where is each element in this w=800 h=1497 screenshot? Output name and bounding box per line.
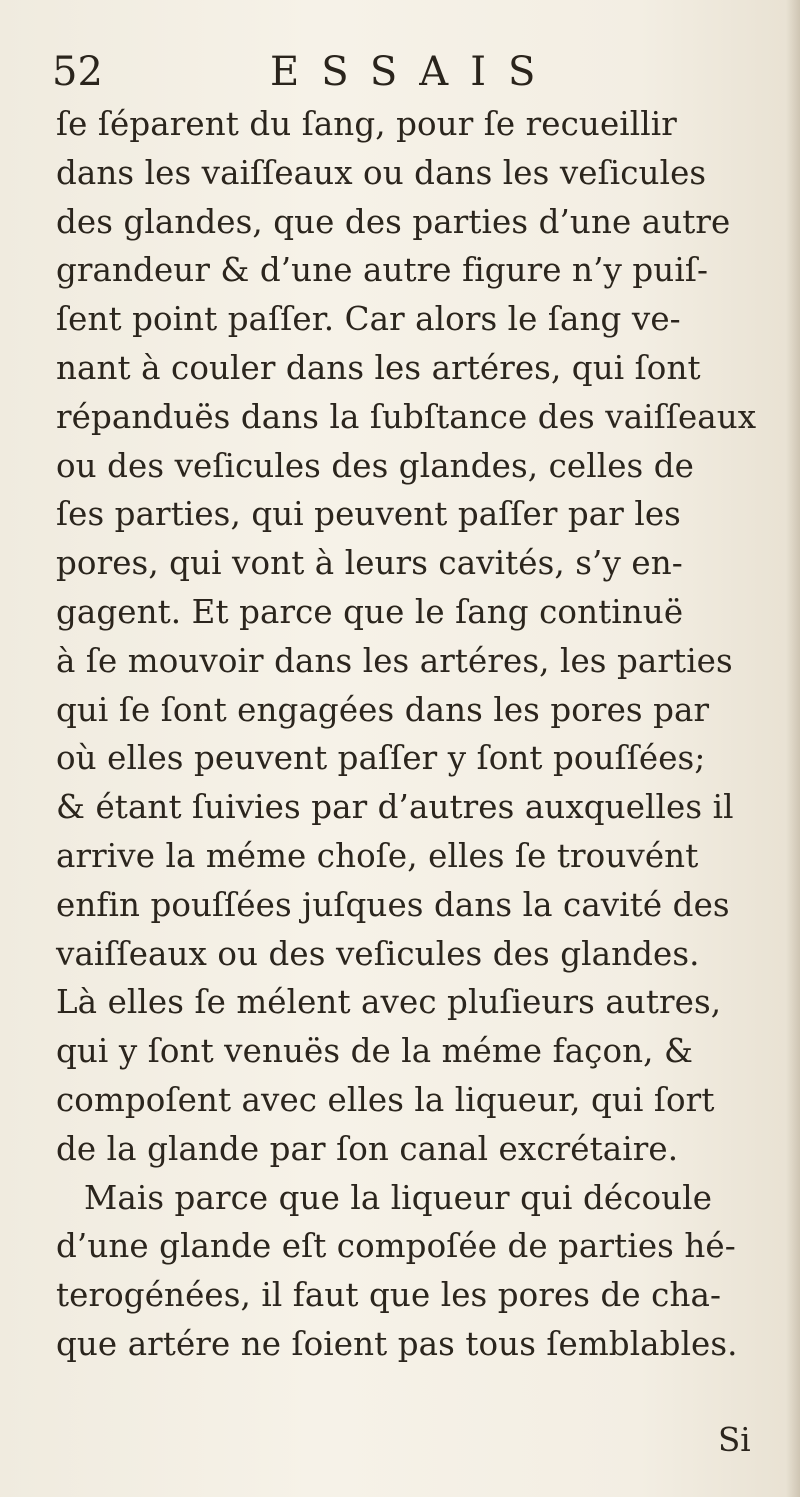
page-header: [52, 42, 752, 102]
text-line: ſes parties, qui peuvent paſſer par les: [56, 495, 681, 534]
text-line: vaiſſeaux ou des veſicules des glandes.: [56, 934, 700, 973]
text-line: terogénées, il faut que les pores de cha-: [56, 1276, 722, 1315]
page-edge-shadow: [786, 0, 800, 1497]
text-line: d’une glande eſt compoſée de parties hé-: [56, 1227, 736, 1266]
text-line: enfin pouſſées juſques dans la cavité des: [56, 885, 730, 924]
text-line: à ſe mouvoir dans les artéres, les parties: [56, 641, 733, 680]
text-line: ſe ſéparent du ſang, pour ſe recueillir: [56, 105, 677, 143]
paragraph-first-line: Mais parce que la liqueur qui découle: [84, 1178, 713, 1217]
running-head: ESSAIS: [270, 49, 558, 95]
text-line: grandeur & d’une autre figure n’y puiſ-: [56, 251, 709, 290]
text-line: compoſent avec elles la liqueur, qui ſort: [56, 1080, 715, 1119]
text-line: de la glande par ſon canal excrétaire.: [56, 1129, 679, 1168]
text-line: nant à couler dans les artéres, qui ſont: [56, 348, 701, 387]
text-line: gagent. Et parce que le ſang continuë: [56, 592, 684, 631]
page-number: 52: [52, 49, 103, 95]
text-line: que artére ne ſoient pas tous ſemblables.: [56, 1324, 738, 1363]
text-line: ou des veſicules des glandes, celles de: [56, 446, 694, 485]
text-line: arrive la méme choſe, elles ſe trouvént: [56, 836, 699, 875]
text-line: dans les vaiſſeaux ou dans les veſicules: [56, 153, 707, 192]
text-line: ſent point paſſer. Car alors le ſang ve-: [56, 300, 681, 339]
text-line: qui y ſont venuës de la méme façon, &: [56, 1032, 694, 1071]
text-line: & étant ſuivies par d’autres auxquelles il: [56, 788, 734, 827]
catchword: Si: [718, 1421, 751, 1459]
text-line: répanduës dans la ſubſtance des vaiſſeaux: [56, 397, 757, 436]
text-line: où elles peuvent paſſer y ſont pouſſées;: [56, 739, 706, 778]
text-line: des glandes, que des parties d’une autre: [56, 202, 731, 241]
text-line: qui ſe ſont engagées dans les pores par: [56, 690, 710, 729]
body-text: [56, 100, 784, 1369]
text-line: pores, qui vont à leurs cavités, s’y en-: [56, 544, 683, 583]
text-line: Là elles ſe mélent avec pluſieurs autres,: [56, 983, 722, 1022]
